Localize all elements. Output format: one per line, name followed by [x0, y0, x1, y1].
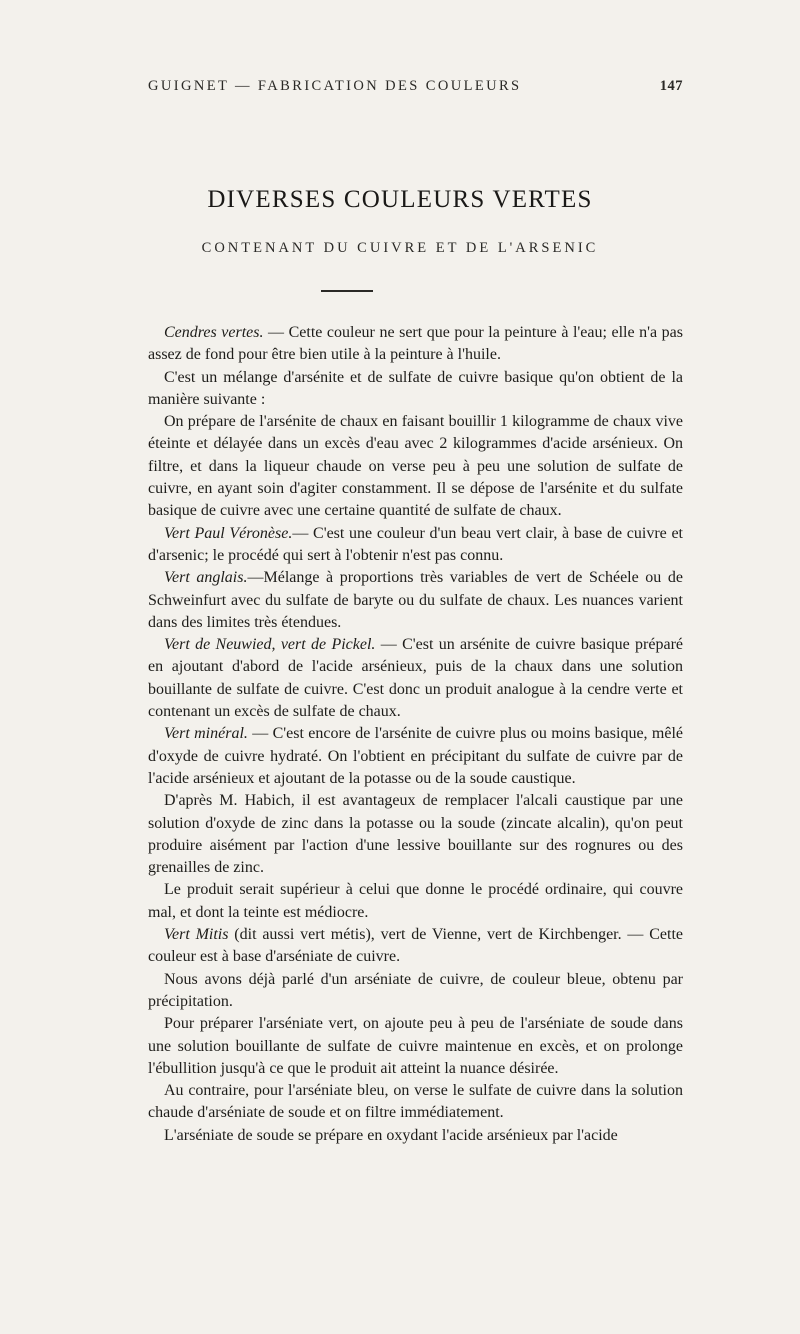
paragraph-lead: Vert Paul Véronèse. [164, 524, 293, 542]
paragraph [148, 1013, 683, 1080]
paragraph-text: —Mélange à proportions très variables de vert de Schéele ou de Schweinfurt avec du sulfate de baryte ou du sulfate de chaux. Les nuances varient dans des limites très étendues. [148, 569, 683, 631]
paragraph-lead: Vert anglais. [164, 569, 248, 587]
paragraph-text: L'arséniate de soude se prépare en oxydant l'acide arsénieux par l'acide [164, 1126, 618, 1144]
running-header [148, 78, 683, 95]
paragraph-lead: Vert de Neuwied, vert de Pickel. [164, 636, 376, 654]
paragraph [148, 969, 683, 1014]
paragraph [148, 1125, 683, 1147]
paragraph [148, 567, 683, 634]
paragraph-lead: Cendres vertes. [164, 324, 264, 341]
chapter-subtitle: CONTENANT DU CUIVRE ET DE L'ARSENIC [201, 240, 599, 256]
paragraph-text: (dit aussi vert métis), vert de Vienne, vert de Kirchbenger. — Cette couleur est à base d'arséniate de cuivre. [148, 926, 683, 966]
paragraph-text: Nous avons déjà parlé d'un arséniate de cuivre, de couleur bleue, obtenu par précipitation. [148, 970, 683, 1010]
running-title: GUIGNET — FABRICATION DES COULEURS [148, 78, 522, 94]
paragraph-text: Pour préparer l'arséniate vert, on ajoute peu à peu de l'arséniate de soude dans une solution bouillante de sulfate de cuivre maintenue en excès, et on prolonge l'ébullition jusqu'à ce que le produit ait atteint la nuance désirée. [148, 1015, 683, 1077]
paragraph [148, 411, 683, 522]
paragraph [148, 1080, 683, 1125]
paragraph [148, 634, 683, 723]
paragraph [148, 879, 683, 924]
paragraph [148, 924, 683, 969]
chapter-title: DIVERSES COULEURS VERTES [207, 186, 593, 213]
paragraph-text: On prépare de l'arsénite de chaux en faisant bouillir 1 kilogramme de chaux vive éteinte et délayée dans un excès d'eau avec 2 kilogrammes d'acide arsénieux. On filtre, et dans la liqueur chaude on verse peu à peu une solution de sulfate de cuivre, en ayant soin d'agiter constamment. Il se dépose de l'arsénite et du sulfate basique de cuivre avec une certaine quantité de sulfate de chaux. [148, 413, 683, 520]
paragraph-text: C'est un mélange d'arsénite et de sulfate de cuivre basique qu'on obtient de la manière suivante : [148, 368, 683, 408]
paragraph [148, 367, 683, 412]
body-text [148, 322, 683, 1147]
page-number: 147 [659, 78, 683, 94]
paragraph-text: — C'est une couleur d'un beau vert clair, à base de cuivre et d'arsenic; le procédé qui sert à l'obtenir n'est pas connu. [148, 524, 683, 564]
paragraph-text: Le produit serait supérieur à celui que donne le procédé ordinaire, qui couvre mal, et dont la teinte est médiocre. [148, 881, 683, 921]
title-rule [321, 290, 373, 292]
paragraph-text: — C'est encore de l'arsénite de cuivre plus ou moins basique, mêlé d'oxyde de cuivre hydraté. On l'obtient en précipitant du sulfate de cuivre par de l'acide arsénieux et ajoutant de la potasse ou de la soude caustique. [148, 725, 683, 787]
paragraph-text: — C'est un arsénite de cuivre basique préparé en ajoutant d'abord de l'acide arsénieux, puis de la chaux dans une solution bouillante de sulfate de cuivre. C'est donc un produit analogue à la cendre verte et contenant un excès de sulfate de chaux. [148, 636, 684, 721]
paragraph [148, 723, 683, 790]
paragraph-lead: Vert Mitis [164, 926, 229, 944]
paragraph-lead: Vert minéral. [164, 725, 248, 743]
paragraph [148, 790, 683, 879]
paragraph-text: Au contraire, pour l'arséniate bleu, on verse le sulfate de cuivre dans la solution chaude d'arséniate de soude et on filtre immédiatement. [148, 1082, 683, 1122]
paragraph-text: — Cette couleur ne sert que pour la peinture à l'eau; elle n'a pas assez de fond pour être bien utile à la peinture à l'huile. [148, 324, 684, 364]
paragraph-text: D'après M. Habich, il est avantageux de remplacer l'alcali caustique par une solution d'oxyde de zinc dans la potasse ou la soude (zincate alcalin), qu'on peut produire aisément par l'action d'une lessive bouillante sur des rognures ou des grenailles de zinc. [148, 792, 683, 877]
paragraph [148, 523, 683, 568]
paragraph [148, 322, 683, 367]
